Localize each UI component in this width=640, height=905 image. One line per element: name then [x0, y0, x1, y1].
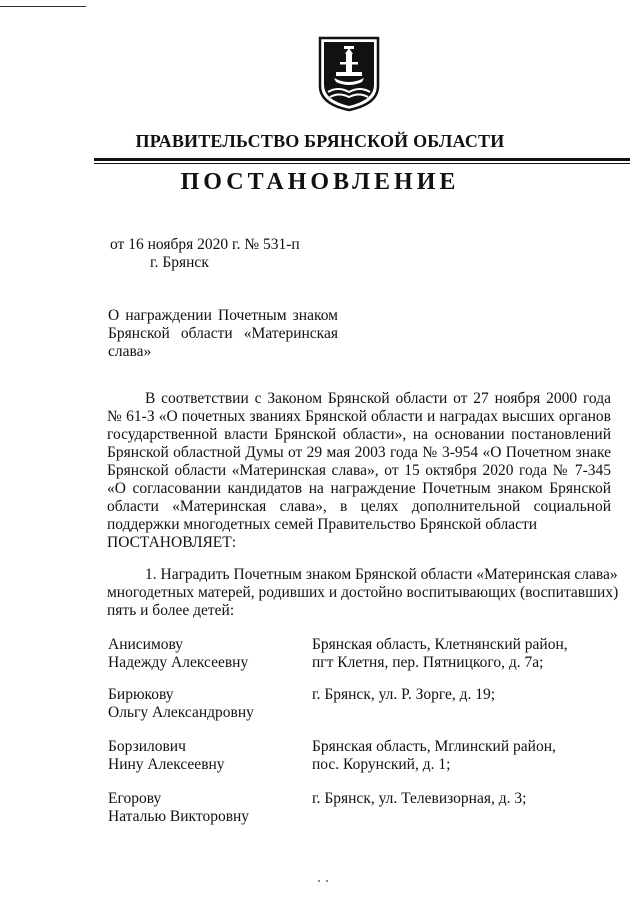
scan-margin-mark	[0, 6, 86, 7]
paragraph-line: многодетных матерей, родивших и достойно воспитывающих (воспитавших)	[107, 584, 619, 601]
scan-speck	[326, 880, 328, 882]
header-rule-thin	[94, 163, 630, 164]
address-line: пос. Корунский, д. 1;	[312, 756, 451, 773]
recipient-given-names: Ольгу Александровну	[108, 704, 254, 721]
clause-1-paragraph	[107, 566, 619, 620]
document-date-number: от 16 ноября 2020 г. № 531-п	[110, 236, 300, 253]
recipient-given-names: Нину Алексеевну	[108, 756, 225, 773]
paragraph-line: Брянской области «Материнская слава», от 15 октября 2020 года № 7-345	[107, 462, 611, 479]
recipient-address	[312, 686, 612, 704]
recipient-surname: Бирюкову	[108, 686, 174, 703]
recipient-address	[312, 790, 612, 808]
address-line: Брянская область, Мглинский район,	[312, 738, 556, 755]
header-rule-thick	[94, 158, 630, 161]
recipient-given-names: Наталью Викторовну	[108, 808, 250, 825]
paragraph-line: поддержки многодетных семей Правительство Брянской области	[107, 516, 538, 533]
address-line: г. Брянск, ул. Телевизорная, д. 3;	[312, 790, 527, 807]
address-line: Брянская область, Клетнянский район,	[312, 636, 568, 653]
address-line: г. Брянск, ул. Р. Зорге, д. 19;	[312, 686, 496, 703]
paragraph-line: 1. Наградить Почетным знаком Брянской области «Материнская слава»	[145, 566, 618, 583]
document-type-title: ПОСТАНОВЛЕНИЕ	[180, 169, 460, 195]
document-city: г. Брянск	[150, 254, 209, 271]
recipient-address	[312, 636, 612, 672]
recipient-surname: Анисимову	[108, 636, 184, 653]
organization-title: ПРАВИТЕЛЬСТВО БРЯНСКОЙ ОБЛАСТИ	[135, 131, 505, 151]
recipient-surname: Егорову	[108, 790, 162, 807]
bryansk-coat-of-arms-icon	[318, 36, 380, 112]
paragraph-line: В соответствии с Законом Брянской области от 27 ноября 2000 года	[145, 390, 611, 407]
document-subject	[108, 307, 338, 361]
paragraph-line: ПОСТАНОВЛЯЕТ:	[107, 534, 237, 551]
paragraph-line: Брянской областной Думы от 29 мая 2003 года № 3-954 «О Почетном знаке	[107, 444, 611, 461]
recipient-name	[108, 686, 308, 722]
paragraph-line: № 61-З «О почетных званиях Брянской области и наградах высших органов	[107, 408, 611, 425]
preamble-paragraph	[107, 390, 611, 552]
recipient-name	[108, 636, 308, 672]
recipient-surname: Борзилович	[108, 738, 186, 755]
paragraph-line: пять и более детей:	[107, 602, 235, 619]
subject-line: слава»	[108, 343, 152, 360]
paragraph-line: «О согласовании кандидатов на награждение Почетным знаком Брянской	[107, 480, 611, 497]
scan-speck	[318, 880, 320, 882]
address-line: пгт Клетня, пер. Пятницкого, д. 7а;	[312, 654, 544, 671]
recipient-given-names: Надежду Алексеевну	[108, 654, 249, 671]
subject-line: Брянской области «Материнская	[108, 325, 338, 342]
paragraph-line: области «Материнская слава», в целях дополнительной социальной	[107, 498, 611, 515]
paragraph-line: государственной власти Брянской области», на основании постановлений	[107, 426, 611, 443]
recipient-address	[312, 738, 612, 774]
recipient-name	[108, 790, 308, 826]
recipient-name	[108, 738, 308, 774]
subject-line: О награждении Почетным знаком	[108, 307, 338, 324]
